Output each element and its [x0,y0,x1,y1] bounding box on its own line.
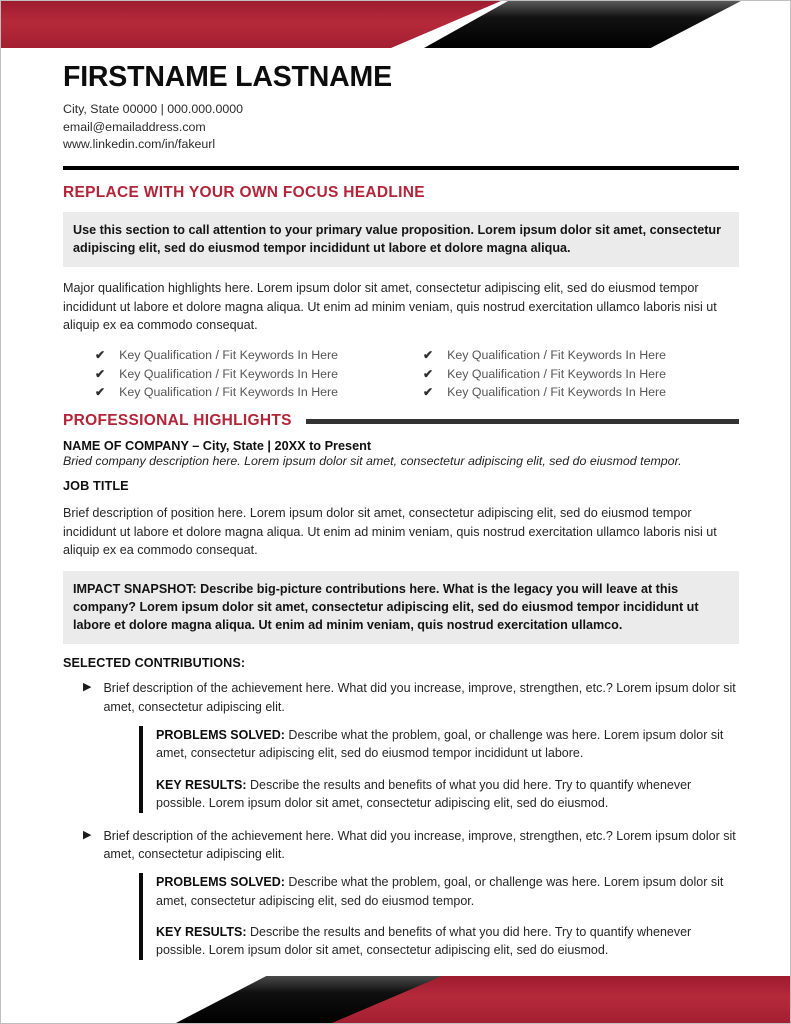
keyword-label: Key Qualification / Fit Keywords In Here [447,347,667,362]
achievement-summary: Brief description of the achievement here. What did you increase, improve, strengthen, etc.? Lorem ipsum dolor sit amet, consectetur adipiscing elit. [103,681,736,714]
keywords-column-left [63,346,401,402]
problems-solved-paragraph [156,873,739,910]
keyword-label: Key Qualification / Fit Keywords In Here [447,366,667,381]
list-item [95,365,401,384]
selected-contributions-label: SELECTED CONTRIBUTIONS: [63,656,246,671]
problems-solved-label: PROBLEMS SOLVED: [156,875,285,890]
page-title: FIRSTNAME LASTNAME [63,61,392,93]
achievement-item [63,827,739,960]
problems-solved-text: Describe what the problem, goal, or challenge was here. Lorem ipsum dolor sit amet, consectetur adipiscing elit, sed do eiusmod tempor incididunt ut labore. [156,728,724,761]
keyword-label: Key Qualification / Fit Keywords In Here [119,385,339,400]
problems-solved-label: PROBLEMS SOLVED: [156,728,285,742]
key-results-paragraph [156,776,739,813]
achievement-item [63,679,739,812]
section-divider [306,419,739,424]
problems-solved-text: Describe what the problem, goal, or challenge was here. Lorem ipsum dolor sit amet, consectetur adipiscing elit, sed do eiusmod tempor. [156,875,724,908]
triangle-bullet-icon: ▶ [83,681,92,694]
footer-banner [1,965,791,1023]
check-icon: ✔ [423,366,434,381]
check-icon: ✔ [95,366,106,381]
section-title: PROFESSIONAL HIGHLIGHTS [63,412,292,429]
achievement-details [139,726,739,813]
key-results-text: Describe the results and benefits of what you did here. Try to quantify whenever possible. Lorem ipsum dolor sit amet, consectetur adipiscing elit, sed do eiusmod. [156,925,692,958]
keyword-label: Key Qualification / Fit Keywords In Here [119,347,339,362]
header-banner [1,1,791,48]
qualification-summary: Major qualification highlights here. Lorem ipsum dolor sit amet, consectetur adipiscing elit, sed do eiusmod tempor incididunt ut labore et dolore magna aliqua. Ut enim ad minim veniam, quis nostrud exercitation ullamco laboris nisi ut aliquip ex ea commodo consequat. [63,281,717,333]
key-results-label: KEY RESULTS: [156,777,247,792]
keyword-label: Key Qualification / Fit Keywords In Here [447,385,667,400]
achievement-summary-row [63,679,739,716]
achievement-summary-row [63,827,739,864]
position-description: Brief description of position here. Lorem ipsum dolor sit amet, consectetur adipiscing elit, sed do eiusmod tempor incididunt ut labore et dolore magna aliqua. Ut enim ad minim veniam, quis nostrud exercitation ullamco laboris nisi ut aliquip ex ea commodo consequat. [63,506,717,557]
contact-email[interactable]: email@emailaddress.com [63,119,206,134]
check-icon: ✔ [423,347,434,362]
job-title: JOB TITLE [63,479,129,493]
contact-linkedin[interactable]: www.linkedin.com/in/fakeurl [63,137,216,152]
contact-location-phone: City, State 00000 | 000.000.0000 [63,101,244,116]
key-results-label: KEY RESULTS: [156,925,247,939]
impact-snapshot-box [63,571,739,645]
check-icon: ✔ [95,385,106,400]
list-item [423,383,739,402]
banner-red-shape [1,1,501,48]
company-line: NAME OF COMPANY – City, State | 20XX to Present [63,439,372,453]
achievement-details [139,873,739,960]
keyword-label: Key Qualification / Fit Keywords In Here [119,366,339,381]
key-results-paragraph [156,923,739,960]
header-divider [63,166,739,170]
key-qualifications-list [63,346,739,402]
check-icon: ✔ [95,347,106,362]
value-proposition-text: Use this section to call attention to your primary value proposition. Lorem ipsum dolor sit amet, consectetur adipiscing elit, sed do eiusmod tempor incididunt ut labore et dolore magna aliqua. [73,222,721,255]
resume-content [63,63,739,974]
keywords-column-right [401,346,739,402]
value-proposition-box [63,212,739,268]
company-description: Bried company description here. Lorem ipsum dolor sit amet, consectetur adipiscing elit, sed do eiusmod tempor. [63,454,682,468]
focus-headline: REPLACE WITH YOUR OWN FOCUS HEADLINE [63,183,425,201]
list-item [95,383,401,402]
triangle-bullet-icon: ▶ [83,828,92,841]
impact-snapshot-text: IMPACT SNAPSHOT: Describe big-picture contributions here. What is the legacy you will leave at this company? Lorem ipsum dolor sit amet, consectetur adipiscing elit, sed do eiusmod tempor incididunt ut labore et dolore magna aliqua. Ut enim ad minim veniam, quis nostrud exercitation ullamco. [73,581,699,632]
check-icon: ✔ [423,385,434,400]
problems-solved-paragraph [156,726,739,763]
key-results-text: Describe the results and benefits of what you did here. Try to quantify whenever possible. Lorem ipsum dolor sit amet, consectetur adipiscing elit, sed do eiusmod. [156,777,692,811]
professional-highlights-header [63,412,739,430]
list-item [423,365,739,384]
list-item [95,346,401,365]
achievement-summary: Brief description of the achievement here. What did you increase, improve, strengthen, etc.? Lorem ipsum dolor sit amet, consectetur adipiscing elit. [103,828,736,861]
list-item [423,346,739,365]
